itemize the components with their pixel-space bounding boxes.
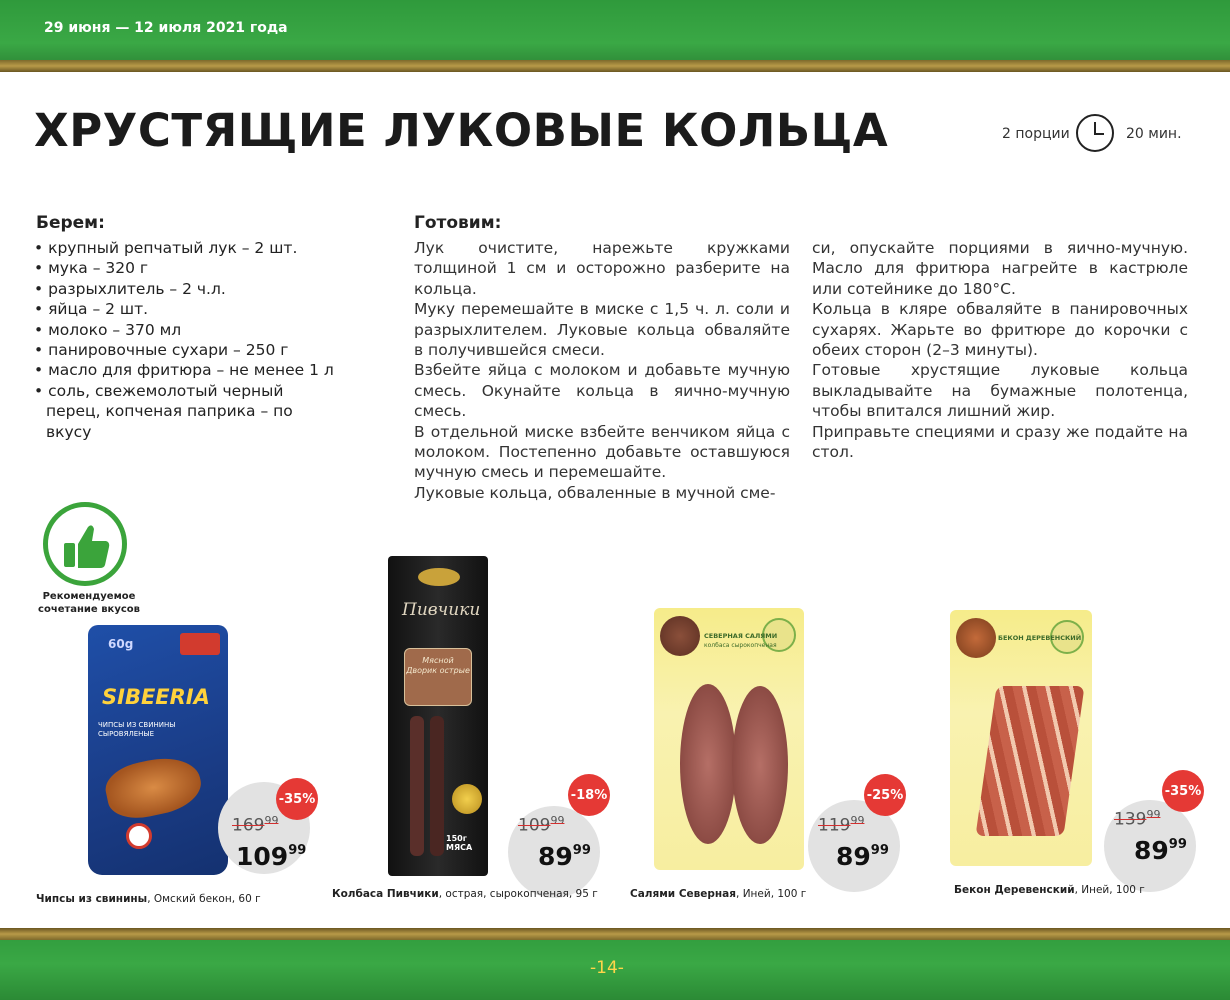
old-price: $169^{99}$ bbox=[232, 814, 279, 836]
ingredient-item: • панировочные сухари – 250 г bbox=[34, 340, 334, 360]
step-paragraph: Готовые хрустящие луковые кольца выкладывайте на бумажные полотенца, чтобы впитался лишний жир. bbox=[812, 361, 1188, 421]
step-paragraph: си, опускайте порциями в яично-мучную. Масло для фритюра нагрейте в кастрюле или сотейнике до 180°С. bbox=[812, 239, 1188, 298]
step-paragraph: В отдельной миске взбейте венчиком яйца с молоком. Постепенно добавьте оставшуюся мучную смесь и перемешайте. bbox=[414, 422, 790, 482]
new-price: $89^{99}$ bbox=[836, 842, 889, 871]
steps-heading: Готовим: bbox=[414, 213, 502, 233]
old-price: $139^{99}$ bbox=[1114, 808, 1161, 830]
ingredient-item: • масло для фритюра – не менее 1 л bbox=[34, 360, 334, 380]
steps-column-2 bbox=[812, 238, 1188, 462]
discount-badge: -35% bbox=[1162, 770, 1204, 812]
old-price: $119^{99}$ bbox=[818, 814, 865, 836]
new-price: $89^{99}$ bbox=[538, 842, 591, 871]
product-image-chips: 60g SIBEERIA ЧИПСЫ ИЗ СВИНИНЫ СЫРОВЯЛЕНЫЕ bbox=[88, 625, 228, 875]
ingredient-item: • мука – 320 г bbox=[34, 258, 334, 278]
ingredient-item: • яйца – 2 шт. bbox=[34, 299, 334, 319]
step-paragraph: Лук очистите, нарежьте кружками толщиной 1 см и осторожно разберите на кольца. bbox=[414, 239, 790, 298]
time-label: 20 мин. bbox=[1126, 126, 1182, 142]
new-price: $89^{99}$ bbox=[1134, 836, 1187, 865]
header-gold-stripe bbox=[0, 60, 1230, 72]
old-price: $109^{99}$ bbox=[518, 814, 565, 836]
discount-badge: -25% bbox=[864, 774, 906, 816]
product-image-bacon: БЕКОН ДЕРЕВЕНСКИЙ bbox=[950, 610, 1092, 866]
steps-column-1 bbox=[414, 238, 790, 503]
product-image-sausage: Пивчики Мясной Дворик острые 150г МЯСА bbox=[388, 556, 488, 876]
ingredients-heading: Берем: bbox=[36, 213, 105, 233]
ingredients-list bbox=[34, 238, 334, 442]
date-range: 29 июня — 12 июля 2021 года bbox=[44, 20, 288, 36]
step-paragraph: Приправьте специями и сразу же подайте на стол. bbox=[812, 422, 1188, 462]
ingredient-item: • молоко – 370 мл bbox=[34, 320, 334, 340]
recommended-label: Рекомендуемое сочетание вкусов bbox=[38, 591, 140, 615]
product-image-salami: СЕВЕРНАЯ САЛЯМИ колбаса сырокопченая bbox=[654, 608, 804, 870]
product-caption: Колбаса Пивчики, острая, сырокопченая, 95 г bbox=[332, 888, 598, 900]
ingredient-item: • соль, свежемолотый черный перец, копченая паприка – по вкусу bbox=[34, 381, 334, 442]
page-number: -14- bbox=[590, 958, 624, 978]
footer-gold-stripe bbox=[0, 928, 1230, 940]
discount-badge: -18% bbox=[568, 774, 610, 816]
step-paragraph: Взбейте яйца с молоком и добавьте мучную смесь. Окунайте кольца в яично-мучную смесь. bbox=[414, 361, 790, 421]
discount-badge: -35% bbox=[276, 778, 318, 820]
product-caption: Чипсы из свинины, Омский бекон, 60 г bbox=[36, 893, 261, 905]
product-caption: Бекон Деревенский, Иней, 100 г bbox=[954, 884, 1145, 896]
product-caption: Салями Северная, Иней, 100 г bbox=[630, 888, 807, 900]
recipe-title: ХРУСТЯЩИЕ ЛУКОВЫЕ КОЛЬЦА bbox=[34, 104, 889, 157]
ingredient-item: • крупный репчатый лук – 2 шт. bbox=[34, 238, 334, 258]
portions-label: 2 порции bbox=[1002, 126, 1070, 142]
step-paragraph: Луковые кольца, обваленные в мучной сме- bbox=[414, 483, 776, 502]
clock-icon bbox=[1076, 114, 1114, 152]
new-price: $109^{99}$ bbox=[236, 842, 307, 871]
step-paragraph: Кольца в кляре обваляйте в панировочных сухарях. Жарьте во фритюре до корочки с обеих сторон (2–3 минуты). bbox=[812, 300, 1188, 360]
thumbs-up-icon bbox=[58, 517, 114, 573]
step-paragraph: Муку перемешайте в миске с 1,5 ч. л. соли и разрыхлителем. Луковые кольца обваляйте в получившейся смеси. bbox=[414, 300, 790, 360]
ingredient-item: • разрыхлитель – 2 ч.л. bbox=[34, 279, 334, 299]
recommended-badge bbox=[43, 502, 127, 586]
